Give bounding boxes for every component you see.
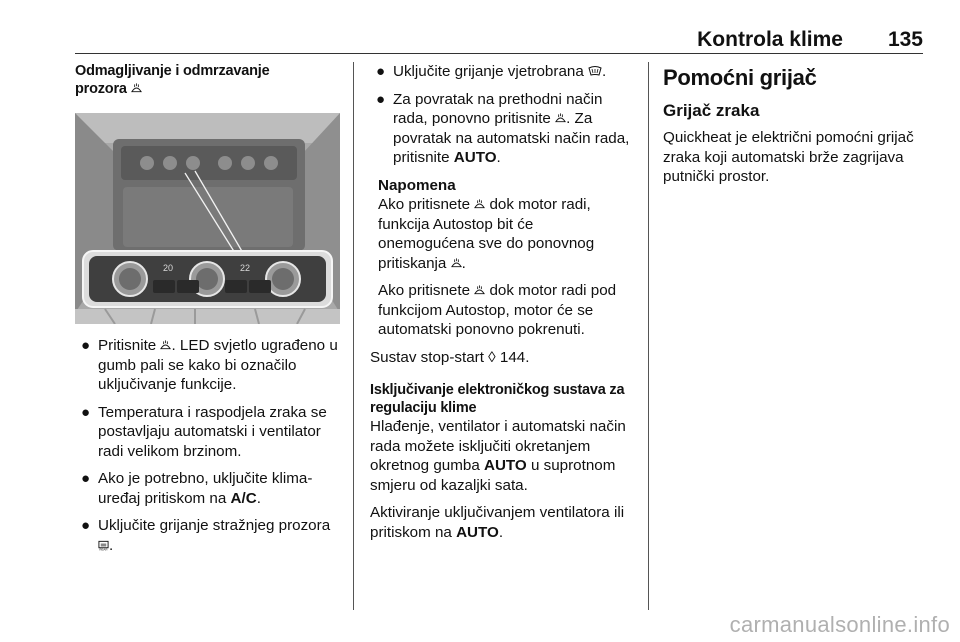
front-defrost-icon xyxy=(474,284,485,296)
photo-left-temp: 20 xyxy=(163,263,174,273)
column-1-bullets xyxy=(75,336,341,563)
note-paragraph-2: Ako pritisnete dok motor radi pod funkcijom Autostop, motor će se automatski ponovno pokrenuti. xyxy=(378,282,617,338)
list-item: ● Ako je potrebno, uključite klima-uređaj pritiskom na A/C. xyxy=(81,470,313,507)
watermark: carmanualsonline.info xyxy=(729,612,950,637)
note-paragraph-1: Ako pritisnete dok motor radi, funkcija Autostop bit će onemogućena sve do ponovnog pritiskanja . xyxy=(378,196,595,272)
column-divider-1 xyxy=(353,62,354,610)
note-title: Napomena xyxy=(378,176,456,194)
section-title-defrost: Odmagljivanje i odmrzavanje prozora xyxy=(75,63,270,97)
front-defrost-icon xyxy=(131,82,142,94)
climate-control-panel-photo xyxy=(75,113,340,324)
page-number: 135 xyxy=(887,28,923,51)
list-item: ● Uključite grijanje vjetrobrana . xyxy=(376,63,607,80)
list-item: ● Uključite grijanje stražnjeg prozora REAR . xyxy=(81,517,331,554)
list-item: ● Pritisnite . LED svjetlo ugrađeno u gumb pali se kako bi označilo uključivanje funkcije. xyxy=(81,337,338,393)
page-header xyxy=(75,26,923,50)
list-item: ● Temperatura i raspodjela zraka se postavljaju automatski i ventilator radi velikom brzinom. xyxy=(81,403,327,460)
stop-start-reference: Sustav stop-start ◊ 144. xyxy=(370,348,530,366)
column-divider-2 xyxy=(648,62,649,610)
windscreen-heat-icon xyxy=(588,65,602,77)
column-1 xyxy=(75,62,341,98)
page-reference-arrow-icon: ◊ xyxy=(488,348,496,366)
switch-off-paragraph: Hlađenje, ventilator i automatski način rada možete isključiti okretanjem okretnog gumba AUTO u suprotnom smjeru od kazaljki sata. xyxy=(370,418,626,494)
photo-right-temp: 22 xyxy=(240,263,251,273)
header-rule xyxy=(75,53,923,54)
column-2 xyxy=(370,62,632,550)
front-defrost-icon xyxy=(555,112,566,124)
section-title-switch-off: Isključivanje elektroničkog sustava za regulaciju klime xyxy=(370,382,625,416)
defrost-steps-list-cont xyxy=(370,62,632,168)
air-heater-paragraph: Quickheat je električni pomoćni grijač zraka koji automatski brže zagrijava putnički prostor. xyxy=(663,129,914,185)
svg-text:REAR: REAR xyxy=(99,547,108,551)
column-3 xyxy=(663,62,925,195)
subsection-title-air-heater: Grijač zraka xyxy=(663,101,760,120)
chapter-title: Kontrola klime xyxy=(697,28,843,51)
front-defrost-icon xyxy=(160,339,171,351)
front-defrost-icon xyxy=(451,257,462,269)
section-title-aux-heater: Pomoćni grijač xyxy=(663,65,817,90)
note-block xyxy=(370,176,632,340)
front-defrost-icon xyxy=(474,198,485,210)
defrost-steps-list xyxy=(75,336,341,555)
rear-window-heat-icon xyxy=(98,539,109,551)
activation-paragraph: Aktiviranje uključivanjem ventilatora ili pritiskom na AUTO. xyxy=(370,504,625,541)
list-item: ● Za povratak na prethodni način rada, ponovno pritisnite . Za povratak na automatski način rada, pritisnite AUTO. xyxy=(376,90,630,166)
